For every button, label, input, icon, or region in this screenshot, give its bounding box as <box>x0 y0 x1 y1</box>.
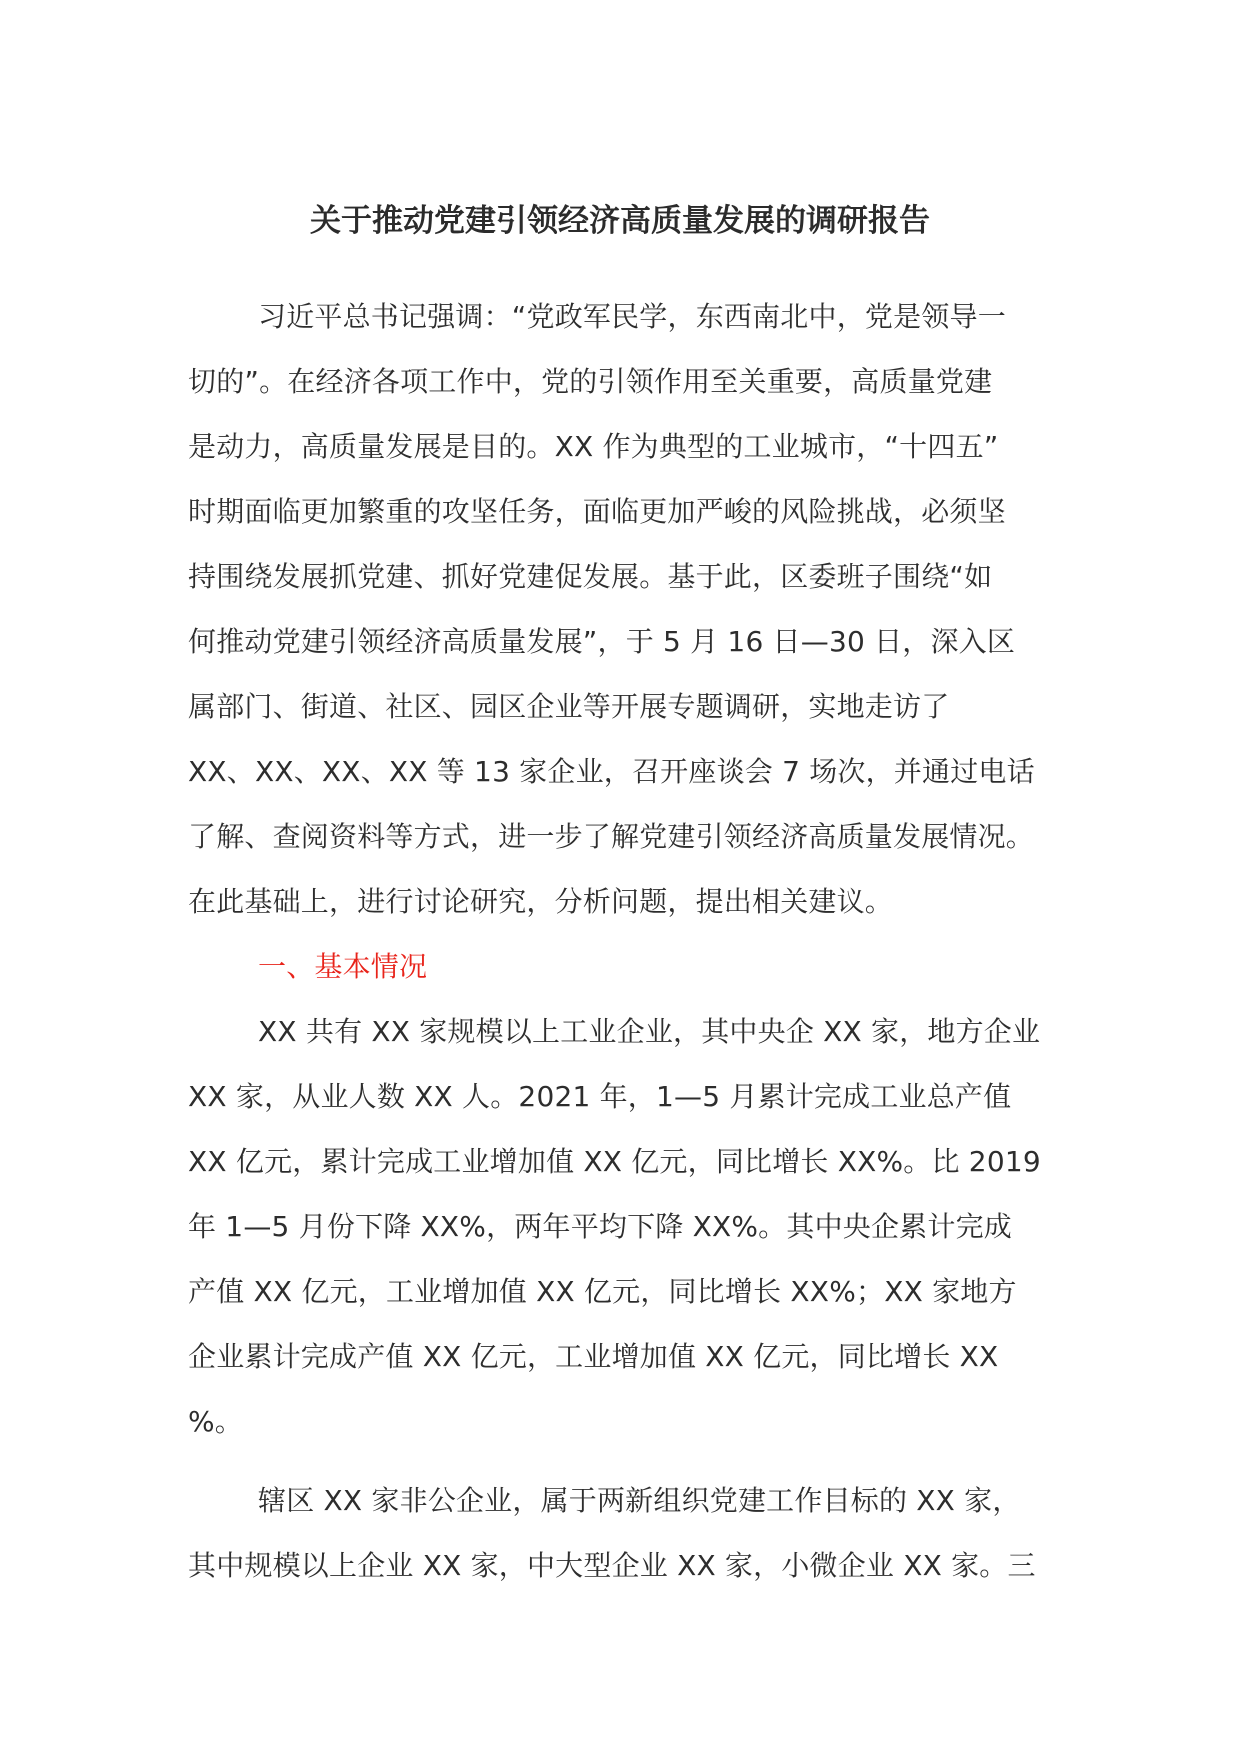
text-line: 在此基础上，进行讨论研究，分析问题，提出相关建议。 <box>188 885 894 918</box>
document-body <box>188 284 1068 1598</box>
text-line: 年 1—5 月份下降 XX%，两年平均下降 XX%。其中央企累计完成 <box>188 1210 1012 1243</box>
text-line: XX 亿元，累计完成工业增加值 XX 亿元，同比增长 XX%。比 2019 <box>188 1145 1041 1178</box>
text-line: XX、XX、XX、XX 等 13 家企业，召开座谈会 7 场次，并通过电话 <box>188 755 1035 788</box>
text-line: 切的”。在经济各项工作中，党的引领作用至关重要，高质量党建 <box>188 365 993 398</box>
section-heading: 一、基本情况 <box>258 950 428 983</box>
text-line: 产值 XX 亿元，工业增加值 XX 亿元，同比增长 XX%；XX 家地方 <box>188 1275 1017 1308</box>
paragraph-non-public-enterprises <box>188 1468 1068 1598</box>
text-line: 是动力，高质量发展是目的。XX 作为典型的工业城市，“十四五” <box>188 430 999 463</box>
text-line: 何推动党建引领经济高质量发展”，于 5 月 16 日—30 日，深入区 <box>188 625 1016 658</box>
text-line: 辖区 XX 家非公企业，属于两新组织党建工作目标的 XX 家， <box>258 1484 1021 1517</box>
text-line: %。 <box>188 1405 244 1438</box>
paragraph-intro <box>188 284 1068 934</box>
paragraph-basic-situation <box>188 999 1068 1454</box>
text-line: 企业累计完成产值 XX 亿元，工业增加值 XX 亿元，同比增长 XX <box>188 1340 999 1373</box>
text-line: 其中规模以上企业 XX 家，中大型企业 XX 家，小微企业 XX 家。三 <box>188 1549 1036 1582</box>
text-line: 时期面临更加繁重的攻坚任务，面临更加严峻的风险挑战，必须坚 <box>188 495 1006 528</box>
text-line: 属部门、街道、社区、园区企业等开展专题调研，实地走访了 <box>188 690 950 723</box>
text-line: 持围绕发展抓党建、抓好党建促发展。基于此，区委班子围绕“如 <box>188 560 993 593</box>
text-line: XX 家，从业人数 XX 人。2021 年，1—5 月累计完成工业总产值 <box>188 1080 1012 1113</box>
paragraph-spacer <box>188 1454 1068 1468</box>
text-line: 习近平总书记强调：“党政军民学，东西南北中，党是领导一 <box>258 300 1006 333</box>
text-line: 了解、查阅资料等方式，进一步了解党建引领经济高质量发展情况。 <box>188 820 1035 853</box>
document-title: 关于推动党建引领经济高质量发展的调研报告 <box>310 203 930 239</box>
text-line: XX 共有 XX 家规模以上工业企业，其中央企 XX 家，地方企业 <box>258 1015 1041 1048</box>
